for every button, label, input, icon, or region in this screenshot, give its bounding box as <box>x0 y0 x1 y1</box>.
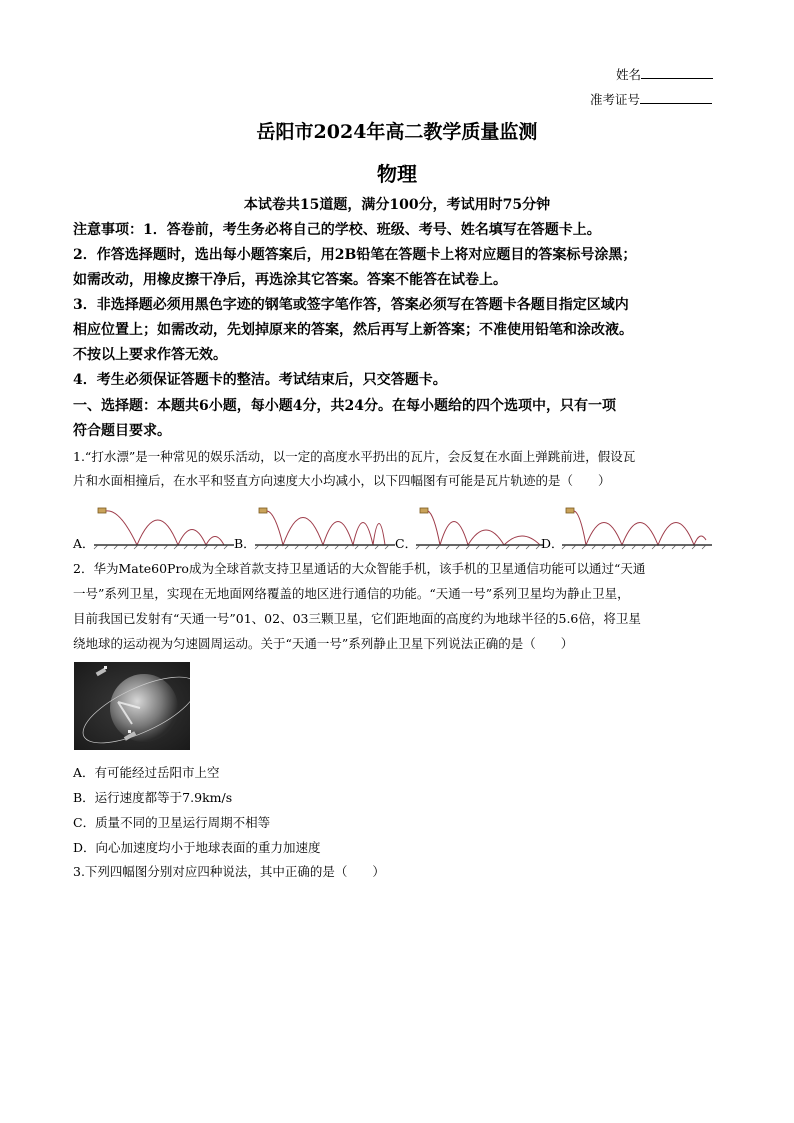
q1-figure-d <box>560 500 712 550</box>
stone-icon <box>566 508 574 513</box>
exam-meta: 本试卷共15道题，满分100分，考试用时75分钟 <box>243 197 551 213</box>
name-label: 姓名 <box>616 67 642 82</box>
section-heading-line-1: 一、选择题：本题共6小题，每小题4分，共24分。在每小题给的四个选项中，只有一项 <box>73 398 616 414</box>
notes-line-5: 相应位置上；如需改动，先划掉原来的答案，然后再写上新答案；不准使用铅笔和涂改液。 <box>73 322 633 338</box>
trajectory-d <box>574 511 706 545</box>
q2-line-3: 目前我国已发射有“天通一号”01、02、03三颗卫星，它们距地面的高度约为地球半径的5.6倍，将卫星 <box>73 611 641 626</box>
section-heading-line-2: 符合题目要求。 <box>73 423 171 439</box>
exam-id-blank <box>640 90 712 104</box>
q2-option-c: C．质量不同的卫星运行周期不相等 <box>73 815 271 830</box>
q1-option-d-label: D． <box>541 536 564 551</box>
q1-option-b-label: B． <box>234 536 256 551</box>
q2-option-b: B．运行速度都等于7.9km/s <box>73 790 233 805</box>
q2-option-a: A．有可能经过岳阳市上空 <box>73 765 220 780</box>
q1-figure-a <box>92 500 234 550</box>
notes-line-6: 不按以上要求作答无效。 <box>73 347 227 363</box>
notes-line-2: 2．作答选择题时，选出每小题答案后，用2B铅笔在答题卡上将对应题目的答案标号涂黑； <box>73 247 637 263</box>
stone-icon <box>98 508 106 513</box>
notes-line-7: 4．考生必须保证答题卡的整洁。考试结束后，只交答题卡。 <box>73 372 447 388</box>
trajectory-c <box>428 511 540 545</box>
stone-icon <box>259 508 267 513</box>
notes-line-1: 注意事项：1．答卷前，考生务必将自己的学校、班级、考号、姓名填写在答题卡上。 <box>73 222 601 238</box>
subject-title: 物理 <box>377 162 417 186</box>
q3-line-1: 3.下列四幅图分别对应四种说法，其中正确的是（ ） <box>73 864 385 879</box>
notes-line-4: 3．非选择题必须用黑色字迹的钢笔或签字笔作答，答案必须写在答题卡各题目指定区域内 <box>73 297 629 313</box>
name-field <box>616 65 713 83</box>
q1-figure-b <box>253 500 395 550</box>
trajectory-b <box>267 511 385 545</box>
exam-id-field <box>590 90 712 108</box>
trajectory-a <box>106 511 224 545</box>
q1-option-c-label: C． <box>395 536 418 551</box>
q1-line-1: 1.“打水漂”是一种常见的娱乐活动，以一定的高度水平扔出的瓦片，会反复在水面上弹跳前进，假设瓦 <box>73 449 636 464</box>
q2-line-2: 一号”系列卫星，实现在无地面网络覆盖的地区进行通信的功能。“天通一号”系列卫星均为静止卫星， <box>73 586 630 601</box>
q2-option-d: D．向心加速度均小于地球表面的重力加速度 <box>73 840 321 855</box>
satellite-earth-image <box>74 662 190 750</box>
q2-line-4: 绕地球的运动视为匀速圆周运动。关于“天通一号”系列静止卫星下列说法正确的是（ ） <box>73 636 574 651</box>
exam-id-label: 准考证号 <box>590 92 641 107</box>
q1-line-2: 片和水面相撞后，在水平和竖直方向速度大小均减小，以下四幅图有可能是瓦片轨迹的是（ ） <box>73 473 611 488</box>
notes-line-3: 如需改动，用橡皮擦干净后，再选涂其它答案。答案不能答在试卷上。 <box>73 272 507 288</box>
q1-figure-c <box>414 500 544 550</box>
name-blank <box>641 65 713 79</box>
q1-option-a-label: A． <box>73 536 95 551</box>
page-title: 岳阳市2024年高二教学质量监测 <box>256 121 538 143</box>
stone-icon <box>420 508 428 513</box>
q2-line-1: 2．华为Mate60Pro成为全球首款支持卫星通话的大众智能手机，该手机的卫星通信功能可以通过“天通 <box>73 561 646 576</box>
